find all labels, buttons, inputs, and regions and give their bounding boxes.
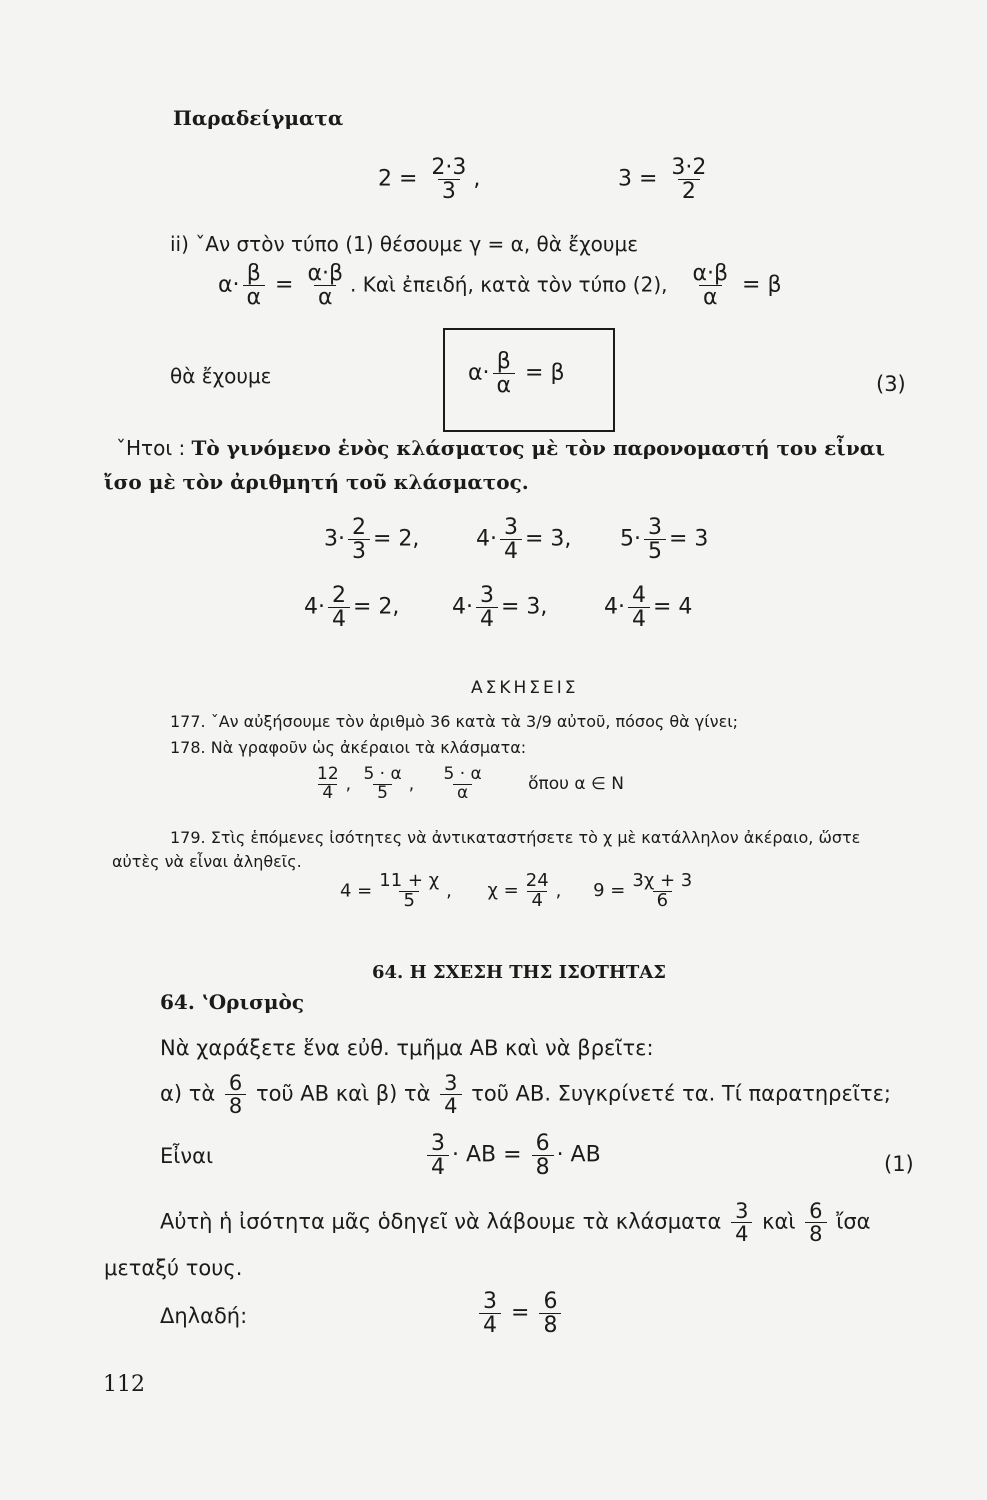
numeric-example-row2-3: 4· $\frac{4}{4}$ = 4 xyxy=(604,583,693,633)
exercise-178: 178. Νὰ γραφοῦν ὡς ἀκέραιοι τὰ κλάσματα: xyxy=(170,738,527,757)
einai-label: Εἶναι xyxy=(160,1144,214,1168)
section-paragraph-3-cont: μεταξύ τους. xyxy=(104,1256,243,1280)
section-paragraph-3: Αὐτὴ ἡ ἰσότητα μᾶς ὁδηγεῖ νὰ λάβουμε τὰ κλάσματα $\frac{3}{4}$ καὶ $\frac{6}{8}$ ἴσα xyxy=(160,1199,871,1247)
example-i-eq1: 2 = $\frac{2\cdot 3}{3}$ , xyxy=(378,155,481,205)
boxed-formula-content: α· $\frac{\beta}{\alpha}$ = β xyxy=(468,349,565,399)
equation-1: $\frac{3}{4}$ · ΑΒ = $\frac{6}{8}$ · ΑΒ xyxy=(424,1132,601,1179)
section-paragraph-2: α) τὰ $\frac{6}{8}$ τοῦ ΑΒ καὶ β) τὰ $\frac{3}{4}$ τοῦ ΑΒ. Συγκρίνετέ τα. Τί παρατηρεῖτε; xyxy=(160,1071,891,1119)
exercise-179-line1: 179. Στὶς ἑπόμενες ἰσότητες νὰ ἀντικαταστήσετε τὸ χ μὲ κατάλληλον ἀκέραιο, ὥστε xyxy=(170,828,861,847)
we-have-label: θὰ ἔχουμε xyxy=(170,364,272,388)
section-paragraph-1: Νὰ χαράξετε ἕνα εὐθ. τμῆμα ΑΒ καὶ νὰ βρεῖτε: xyxy=(160,1036,654,1060)
statement-line1: ˇΗτοι : Τὸ γινόμενο ἑνὸς κλάσματος μὲ τὸν παρονομαστή του εἶναι xyxy=(116,436,885,460)
section-subtitle: 64. ʽΟρισμὸς xyxy=(160,990,305,1014)
exercises-heading: ΑΣΚΗΣΕΙΣ xyxy=(471,678,579,698)
numeric-example-row1-3: 5· $\frac{3}{5}$ = 3 xyxy=(620,515,709,565)
equivalence-equation: $\frac{3}{4}$ = $\frac{6}{8}$ xyxy=(476,1290,564,1337)
diladi-label: Δηλαδή: xyxy=(160,1304,248,1328)
exercise-179-line2: αὐτὲς νὰ εἶναι ἀληθεῖς. xyxy=(112,852,302,871)
page-number: 112 xyxy=(103,1372,145,1397)
exercise-178-fractions: $\frac{12}{4}$ , $\frac{5 \cdot \alpha}{5}$ , $\frac{5 \cdot \alpha}{\alpha}$ ὅπου α ∈ N xyxy=(317,764,624,803)
example-ii-intro: ii) ˇΑν στὸν τύπο (1) θέσουμε γ = α, θὰ ἔχουμε xyxy=(170,232,639,256)
numeric-example-row1-1: 3· $\frac{2}{3}$ = 2, xyxy=(324,515,420,565)
equation-number-1: (1) xyxy=(884,1152,914,1176)
examples-heading: Παραδείγματα xyxy=(173,106,344,130)
numeric-example-row2-2: 4· $\frac{3}{4}$ = 3, xyxy=(452,583,548,633)
statement-line2: ἴσο μὲ τὸν ἀριθμητή τοῦ κλάσματος. xyxy=(104,470,529,494)
exercise-177: 177. ˇΑν αὐξήσουμε τὸν ἀριθμὸ 36 κατὰ τὰ 3/9 αὐτοῦ, πόσος θὰ γίνει; xyxy=(170,712,739,731)
exercise-179-equations: 4 = $\frac{11 + \chi}{5}$ , χ = $\frac{24}{4}$ , 9 = $\frac{3\chi + 3}{6}$ xyxy=(340,870,693,911)
example-i-eq2: 3 = $\frac{3\cdot 2}{2}$ xyxy=(618,155,707,205)
section-title: 64. Η ΣΧΕΣΗ ΤΗΣ ΙΣΟΤΗΤΑΣ xyxy=(372,962,666,983)
numeric-example-row2-1: 4· $\frac{2}{4}$ = 2, xyxy=(304,583,400,633)
numeric-example-row1-2: 4· $\frac{3}{4}$ = 3, xyxy=(476,515,572,565)
equation-number-3: (3) xyxy=(876,372,906,396)
example-ii-line: α· $\frac{\beta}{\alpha}$ = $\frac{\alpha\cdot\beta}{\alpha}$ . Καὶ ἐπειδή, κατὰ τὸν τύπο (2), $\frac{\alpha\cdot\beta}{\alpha}$ = β xyxy=(218,261,782,311)
